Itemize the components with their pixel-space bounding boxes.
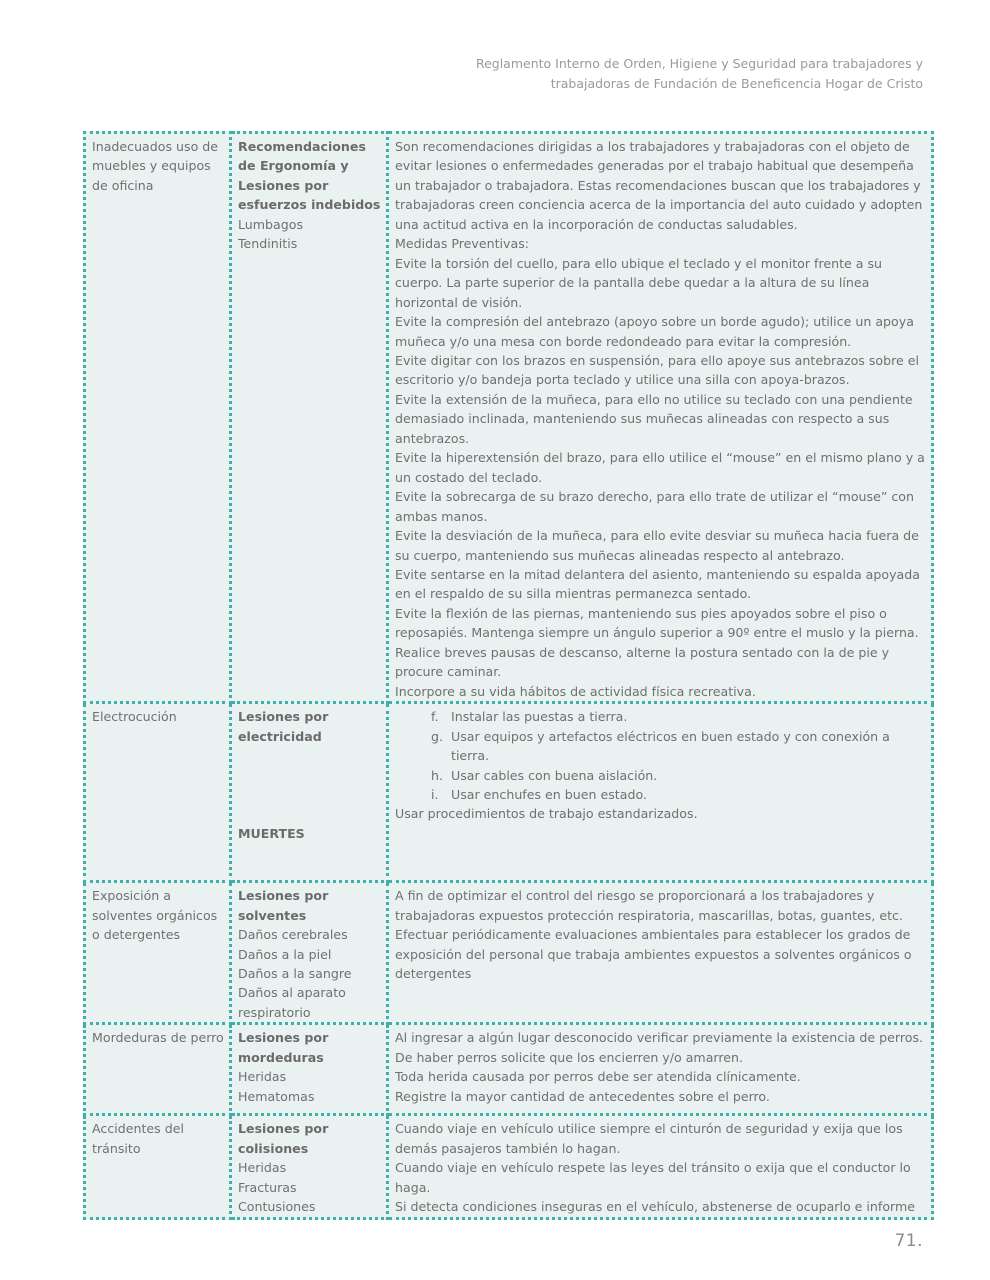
measure-paragraph: Efectuar periódicamente evaluaciones ambientales para establecer los grados de exposición del personal que trabaja ambientes expuestos a solventes orgánicos o detergentes xyxy=(395,927,912,981)
measure-paragraph: Evite la torsión del cuello, para ello ubique el teclado y el monitor frente a su cuerpo. La parte superior de la pantalla debe quedar a la altura de su línea horizontal de visión. xyxy=(395,255,883,310)
measure-paragraph: Si detecta condiciones inseguras en el vehículo, abstenerse de ocuparlo e informe xyxy=(395,1199,916,1215)
measure-paragraph: Cuando viaje en vehículo utilice siempre el cinturón de seguridad y exija que los demás pasajeros también lo hagan. xyxy=(395,1121,903,1156)
measure-paragraph: Son recomendaciones dirigidas a los trabajadores y trabajadoras con el objeto de evitar lesiones o enfermedades generadas por el trabajo habitual que desempeña un trabajador o trabajadora. Estas recomendaciones buscan que los trabajadores y trabajadoras creen conciencia acerca de la importancia del auto cuidado y adopten una actitud activa en la incorporación de conductas saludables. xyxy=(395,139,923,232)
table-row xyxy=(85,1115,933,1218)
header-line-1: Reglamento Interno de Orden, Higiene y Seguridad para trabajadores y xyxy=(475,56,923,71)
risk-cell xyxy=(85,133,231,703)
risk-table xyxy=(83,131,934,1220)
risk-label: Exposición a solventes orgánicos o detergentes xyxy=(92,888,218,943)
risk-cell xyxy=(85,882,231,1024)
measure-paragraph: Evite la extensión de la muñeca, para ello no utilice su teclado con una pendiente demasiado inclinada, manteniendo sus muñecas alineadas con respecto a sus antebrazos. xyxy=(395,391,913,446)
list-marker: g. xyxy=(431,728,443,744)
list-marker: h. xyxy=(431,767,443,783)
page-number: 71. xyxy=(894,1231,923,1251)
measure-paragraph: Al ingresar a algún lugar desconocido verificar previamente la existencia de perros. xyxy=(395,1030,924,1046)
measure-paragraph: Registre la mayor cantidad de antecedentes sobre el perro. xyxy=(395,1088,770,1104)
list-item-text: Usar equipos y artefactos eléctricos en buen estado y con conexión a tierra. xyxy=(451,728,890,764)
risk-cell xyxy=(85,1024,231,1115)
risk-label: Electrocución xyxy=(92,709,177,725)
measure-paragraph: Evite la flexión de las piernas, manteniendo sus pies apoyados sobre el piso o reposapiés. Mantenga siempre un ángulo superior a 90º entre el muslo y la pierna. xyxy=(395,605,919,641)
measure-paragraph: Usar procedimientos de trabajo estandarizados. xyxy=(395,806,698,822)
consequence-item: Daños a la piel xyxy=(238,946,332,962)
consequence-cell xyxy=(231,133,388,703)
table-row xyxy=(85,882,933,1024)
measure-paragraph: Evite la sobrecarga de su brazo derecho, para ello trate de utilizar el “mouse” con ambas manos. xyxy=(395,489,914,524)
consequence-title: Lesiones por solventes xyxy=(238,888,329,923)
consequence-title: Recomendaciones de Ergonomía y Lesiones por esfuerzos indebidos xyxy=(238,139,381,213)
risk-label: Accidentes del tránsito xyxy=(92,1121,184,1156)
consequence-title: Lesiones por colisiones xyxy=(238,1121,329,1156)
measure-paragraph: A fin de optimizar el control del riesgo se proporcionará a los trabajadores y trabajadoras expuestos protección respiratoria, mascarillas, botas, guantes, etc. xyxy=(395,888,903,923)
consequence-item: Hematomas xyxy=(238,1088,315,1104)
table-row xyxy=(85,133,933,703)
measure-paragraph: Incorpore a su vida hábitos de actividad física recreativa. xyxy=(395,683,756,699)
list-item-text: Usar cables con buena aislación. xyxy=(451,767,658,783)
measures-cell xyxy=(388,882,933,1024)
measure-paragraph: Evite sentarse en la mitad delantera del asiento, manteniendo su espalda apoyada en el respaldo de su silla mientras permanezca sentado. xyxy=(395,566,920,602)
consequence-title-deaths: MUERTES xyxy=(238,825,305,841)
table-row xyxy=(85,1024,933,1115)
consequence-item: Heridas xyxy=(238,1160,287,1176)
measure-paragraph: Medidas Preventivas: xyxy=(395,236,529,252)
risk-cell xyxy=(85,703,231,882)
measure-paragraph: Evite digitar con los brazos en suspensión, para ello apoye sus antebrazos sobre el escritorio y/o bandeja porta teclado y utilice una silla con apoya-brazos. xyxy=(395,352,919,388)
measure-paragraph: Realice breves pausas de descanso, alterne la postura sentado con la de pie y procure caminar. xyxy=(395,644,890,680)
list-marker: f. xyxy=(431,709,439,725)
measure-paragraph: Toda herida causada por perros debe ser atendida clínicamente. xyxy=(395,1069,801,1085)
consequence-item: Daños a la sangre xyxy=(238,965,352,981)
consequence-cell xyxy=(231,1115,388,1218)
consequence-cell xyxy=(231,703,388,882)
measure-paragraph: Evite la compresión del antebrazo (apoyo sobre un borde agudo); utilice un apoya muñeca y/o una mesa con borde redondeado para evitar la compresión. xyxy=(395,314,914,349)
risk-label: Mordeduras de perro xyxy=(92,1030,224,1046)
risk-label: Inadecuados uso de muebles y equipos de oficina xyxy=(92,139,219,193)
consequence-item: Lumbagos xyxy=(238,216,304,232)
table-row xyxy=(85,703,933,882)
consequence-item: Heridas xyxy=(238,1069,287,1085)
measures-cell xyxy=(388,133,933,703)
consequence-title: Lesiones por electricidad xyxy=(238,709,329,744)
list-item xyxy=(395,707,926,726)
measures-cell xyxy=(388,703,933,882)
list-item-text: Usar enchufes en buen estado. xyxy=(451,786,647,802)
measures-list xyxy=(395,707,926,804)
consequence-cell xyxy=(231,882,388,1024)
measures-cell xyxy=(388,1024,933,1115)
consequence-item: Tendinitis xyxy=(238,236,298,252)
list-item xyxy=(395,727,926,766)
measures-cell xyxy=(388,1115,933,1218)
measure-paragraph: De haber perros solicite que los encierren y/o amarren. xyxy=(395,1049,743,1065)
measure-paragraph: Evite la desviación de la muñeca, para ello evite desviar su muñeca hacia fuera de su cuerpo, manteniendo sus muñecas alineadas respecto al antebrazo. xyxy=(395,528,919,563)
list-item xyxy=(395,785,926,804)
consequence-cell xyxy=(231,1024,388,1115)
measure-paragraph: Evite la hiperextensión del brazo, para ello utilice el “mouse” en el mismo plano y a un costado del teclado. xyxy=(395,450,925,485)
consequence-item: Fracturas xyxy=(238,1179,297,1195)
header-line-2: trabajadoras de Fundación de Beneficencia Hogar de Cristo xyxy=(550,75,923,91)
consequence-title: Lesiones por mordeduras xyxy=(238,1030,329,1065)
measure-paragraph: Cuando viaje en vehículo respete las leyes del tránsito o exija que el conductor lo haga. xyxy=(395,1160,911,1195)
list-item-text: Instalar las puestas a tierra. xyxy=(451,709,628,725)
risk-cell xyxy=(85,1115,231,1218)
document-header xyxy=(476,54,923,93)
consequence-item: Contusiones xyxy=(238,1199,316,1215)
consequence-item: Daños al aparato respiratorio xyxy=(238,985,346,1020)
consequence-item: Daños cerebrales xyxy=(238,927,348,943)
list-marker: i. xyxy=(431,786,439,802)
list-item xyxy=(395,766,926,785)
